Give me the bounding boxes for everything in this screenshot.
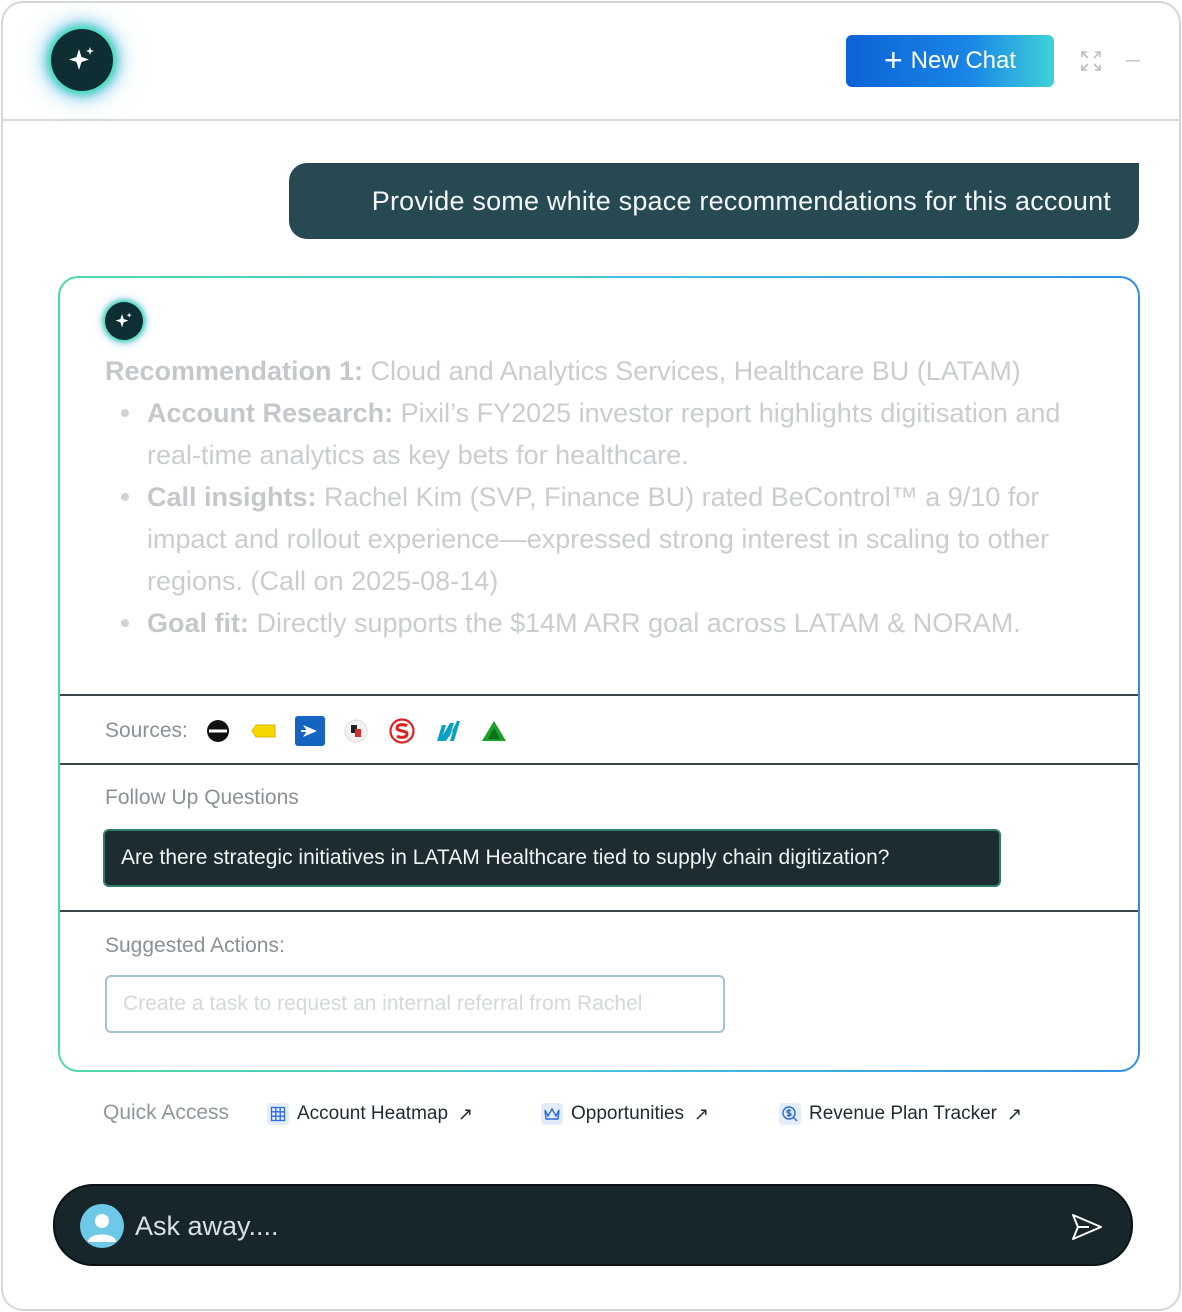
source-teal-n-icon[interactable] — [432, 715, 464, 747]
source-blue-arrow-icon[interactable] — [294, 715, 326, 747]
bullet-goal-fit — [105, 602, 1105, 644]
recommendation-heading — [105, 350, 1105, 392]
crown-icon — [541, 1103, 563, 1125]
suggested-actions-title: Suggested Actions: — [105, 934, 285, 957]
arrow-up-right-icon: ↗ — [458, 1103, 474, 1124]
bullet-call-insights — [105, 476, 1105, 602]
quick-access-link-label: Opportunities — [571, 1103, 685, 1124]
bullet-text: Directly supports the $14M ARR goal across LATAM & NORAM. — [249, 608, 1021, 638]
followup-title: Follow Up Questions — [105, 786, 299, 809]
recommendation-title: Cloud and Analytics Services, Healthcare BU (LATAM) — [363, 356, 1021, 386]
plus-icon: + — [883, 41, 903, 78]
source-black-circle-icon[interactable] — [202, 715, 234, 747]
source-red-s-icon[interactable] — [386, 715, 418, 747]
new-chat-button[interactable] — [846, 35, 1054, 87]
chat-input-bar — [53, 1184, 1133, 1266]
quick-access-opportunities[interactable] — [541, 1101, 709, 1127]
divider — [60, 763, 1138, 765]
quick-access-account-heatmap[interactable] — [267, 1101, 473, 1127]
recommendation-text — [105, 350, 1105, 644]
bullet-account-research — [105, 392, 1105, 476]
source-green-triangle-icon[interactable] — [478, 715, 510, 747]
chat-window — [1, 1, 1181, 1311]
new-chat-label: New Chat — [910, 47, 1017, 74]
sparkle-avatar-icon — [105, 302, 143, 340]
response-card — [58, 276, 1140, 1072]
dollar-search-icon — [779, 1103, 801, 1125]
grid-icon — [267, 1103, 289, 1125]
source-yellow-tag-icon[interactable] — [248, 715, 280, 747]
bullet-text: Rachel Kim (SVP, Finance BU) rated BeControl™ a 9/10 for impact and rollout experience—expressed strong interest in scaling to other regions. (Call on 2025-08-14) — [147, 482, 1049, 596]
ask-input[interactable] — [135, 1202, 1035, 1250]
divider — [60, 910, 1138, 912]
quick-access-label: Quick Access — [103, 1101, 230, 1124]
recommendation-bullets — [105, 392, 1105, 644]
expand-icon[interactable] — [1079, 49, 1103, 73]
header — [3, 3, 1179, 121]
bullet-text: Pixil’s FY2025 investor report highlights digitisation and real-time analytics as key bets for healthcare. — [147, 398, 1061, 470]
minimize-icon[interactable] — [1121, 49, 1145, 73]
sparkle-logo-icon — [51, 29, 113, 91]
arrow-up-right-icon: ↗ — [694, 1103, 710, 1124]
quick-access-revenue-plan-tracker[interactable] — [779, 1101, 1022, 1127]
bullet-label: Account Research: — [147, 398, 394, 428]
quick-access-link-label: Revenue Plan Tracker — [809, 1103, 997, 1124]
bullet-label: Goal fit: — [147, 608, 249, 638]
divider — [60, 694, 1138, 696]
sources-row — [105, 714, 524, 748]
arrow-up-right-icon: ↗ — [1007, 1103, 1023, 1124]
followup-question-button[interactable]: Are there strategic initiatives in LATAM Healthcare tied to supply chain digitization? — [103, 829, 1001, 887]
user-message-text: Provide some white space recommendations for this account — [371, 185, 1111, 216]
user-avatar-icon — [80, 1204, 124, 1248]
user-message-bubble — [289, 163, 1139, 239]
recommendation-label: Recommendation 1: — [105, 356, 364, 386]
suggested-action-button[interactable]: Create a task to request an internal referral from Rachel — [105, 975, 725, 1033]
quick-access-link-label: Account Heatmap — [297, 1103, 449, 1124]
send-icon[interactable] — [1067, 1207, 1107, 1247]
bullet-label: Call insights: — [147, 482, 317, 512]
source-red-badge-icon[interactable] — [340, 715, 372, 747]
sources-label: Sources: — [105, 719, 188, 742]
